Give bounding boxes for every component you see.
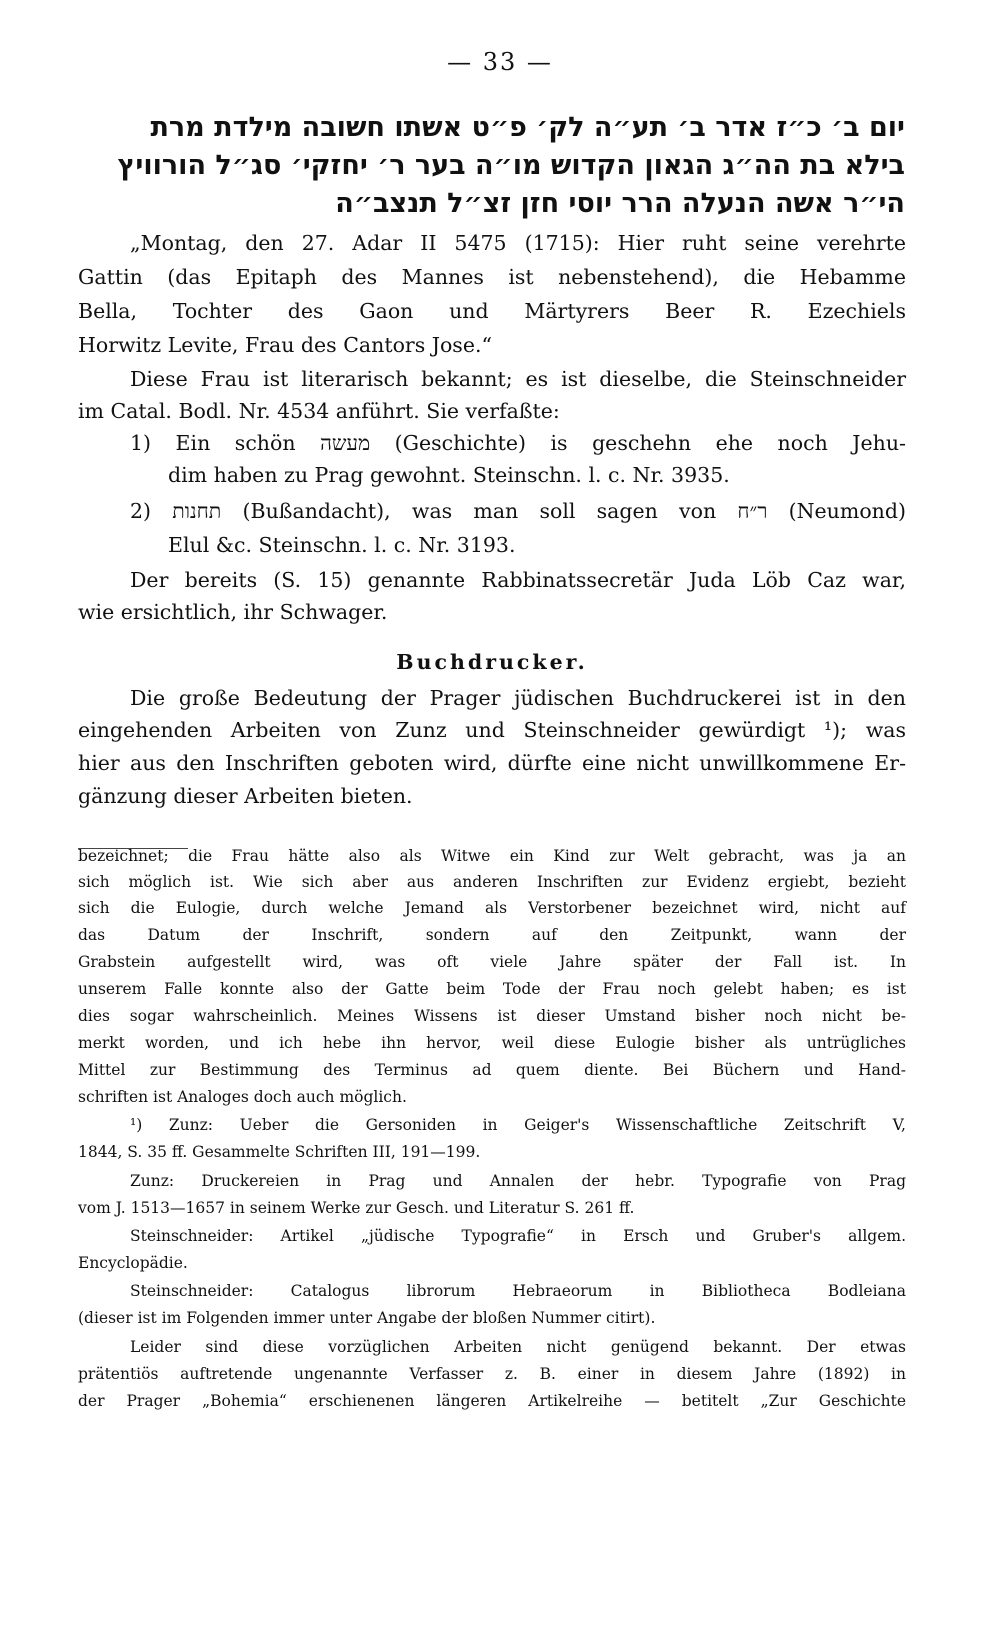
body-line: Horwitz Levite, Frau des Cantors Jose.“ bbox=[78, 333, 492, 357]
body-line: wie ersichtlich, ihr Schwager. bbox=[78, 600, 388, 624]
footnote-line: merkt worden, und ich hebe ihn hervor, weil diese Eulogie bisher als untrügliches bbox=[78, 1034, 906, 1052]
footnote-line: sich möglich ist. Wie sich aber aus anderen Inschriften zur Evidenz ergiebt, bezieht bbox=[78, 873, 906, 891]
hebrew-line-3: הי״ר אשה הנעלה הרר יוסי חזן זצ״ל תנצב״ה bbox=[335, 188, 905, 219]
body-line: im Catal. Bodl. Nr. 4534 anführt. Sie verfaßte: bbox=[78, 399, 560, 423]
hebrew-line-2: בילא בת הה״ג הגאון הקדוש מו״ה בער ר׳ יחזקי׳ סג״ל הורוויץ bbox=[117, 150, 905, 181]
footnote-line: bezeichnet; die Frau hätte also als Witwe ein Kind zur Welt gebracht, was ja an bbox=[78, 847, 906, 865]
footnote-line: prätentiös auftretende ungenannte Verfasser z. B. einer in diesem Jahre (1892) in bbox=[78, 1365, 906, 1383]
body-line: Bella, Tochter des Gaon und Märtyrers Beer R. Ezechiels bbox=[78, 299, 906, 323]
section-heading: Buchdrucker. bbox=[396, 650, 588, 674]
footnote-line: dies sogar wahrscheinlich. Meines Wissens ist dieser Umstand bisher noch nicht be- bbox=[78, 1007, 906, 1025]
body-line: Diese Frau ist literarisch bekannt; es ist dieselbe, die Steinschneider bbox=[130, 367, 906, 391]
footnote-line: Encyclopädie. bbox=[78, 1254, 188, 1272]
section-line: gänzung dieser Arbeiten bieten. bbox=[78, 784, 413, 808]
section-line: Die große Bedeutung der Prager jüdischen Buchdruckerei ist in den bbox=[130, 686, 906, 710]
body-line: Gattin (das Epitaph des Mannes ist nebenstehend), die Hebamme bbox=[78, 265, 906, 289]
footnote-line: 1844, S. 35 ff. Gesammelte Schriften III, 191—199. bbox=[78, 1143, 481, 1161]
footnote-line: Zunz: Druckereien in Prag und Annalen der hebr. Typografie von Prag bbox=[130, 1172, 906, 1190]
footnote-line: sich die Eulogie, durch welche Jemand als Verstorbener bezeichnet wird, nicht auf bbox=[78, 899, 906, 917]
footnote-line: (dieser ist im Folgenden immer unter Angabe der bloßen Nummer citirt). bbox=[78, 1309, 656, 1327]
footnote-line: Leider sind diese vorzüglichen Arbeiten nicht genügend bekannt. Der etwas bbox=[130, 1338, 906, 1356]
page-number: — 33 — bbox=[447, 48, 553, 76]
section-line: eingehenden Arbeiten von Zunz und Steinschneider gewürdigt ¹); was bbox=[78, 718, 906, 742]
list-item-1-cont: dim haben zu Prag gewohnt. Steinschn. l. c. Nr. 3935. bbox=[168, 463, 730, 487]
body-line: „Montag, den 27. Adar II 5475 (1715): Hier ruht seine verehrte bbox=[130, 231, 906, 255]
footnote-line: Steinschneider: Catalogus librorum Hebraeorum in Bibliotheca Bodleiana bbox=[130, 1282, 906, 1300]
footnote-line: Grabstein aufgestellt wird, was oft viele Jahre später der Fall ist. In bbox=[78, 953, 906, 971]
footnote-1: ¹) Zunz: Ueber die Gersoniden in Geiger's Wissenschaftliche Zeitschrift V, bbox=[130, 1116, 906, 1134]
footnote-line: der Prager „Bohemia“ erschienenen längeren Artikelreihe — betitelt „Zur Geschichte bbox=[78, 1392, 906, 1410]
section-line: hier aus den Inschriften geboten wird, dürfte eine nicht unwillkommene Er- bbox=[78, 751, 906, 775]
list-item-1: 1) Ein schön מעשה (Geschichte) is geschehn ehe noch Jehu- bbox=[130, 431, 906, 455]
footnote-line: unserem Falle konnte also der Gatte beim Tode der Frau noch gelebt haben; es ist bbox=[78, 980, 906, 998]
footnote-line: Steinschneider: Artikel „jüdische Typografie“ in Ersch und Gruber's allgem. bbox=[130, 1227, 906, 1245]
list-item-2: 2) תחנות (Bußandacht), was man soll sagen von ר״ח (Neumond) bbox=[130, 499, 906, 523]
footnote-line: schriften ist Analoges doch auch möglich. bbox=[78, 1088, 407, 1106]
footnote-line: das Datum der Inschrift, sondern auf den Zeitpunkt, wann der bbox=[78, 926, 906, 944]
body-line: Der bereits (S. 15) genannte Rabbinatssecretär Juda Löb Caz war, bbox=[130, 568, 906, 592]
hebrew-line-1: יום ב׳ כ״ז אדר ב׳ תע״ה לק׳ פ״ט אשתו חשובה מילדת מרת bbox=[150, 112, 905, 143]
list-item-2-cont: Elul &c. Steinschn. l. c. Nr. 3193. bbox=[168, 533, 516, 557]
footnote-line: Mittel zur Bestimmung des Terminus ad quem diente. Bei Büchern und Hand- bbox=[78, 1061, 906, 1079]
footnote-line: vom J. 1513—1657 in seinem Werke zur Gesch. und Literatur S. 261 ff. bbox=[78, 1199, 635, 1217]
